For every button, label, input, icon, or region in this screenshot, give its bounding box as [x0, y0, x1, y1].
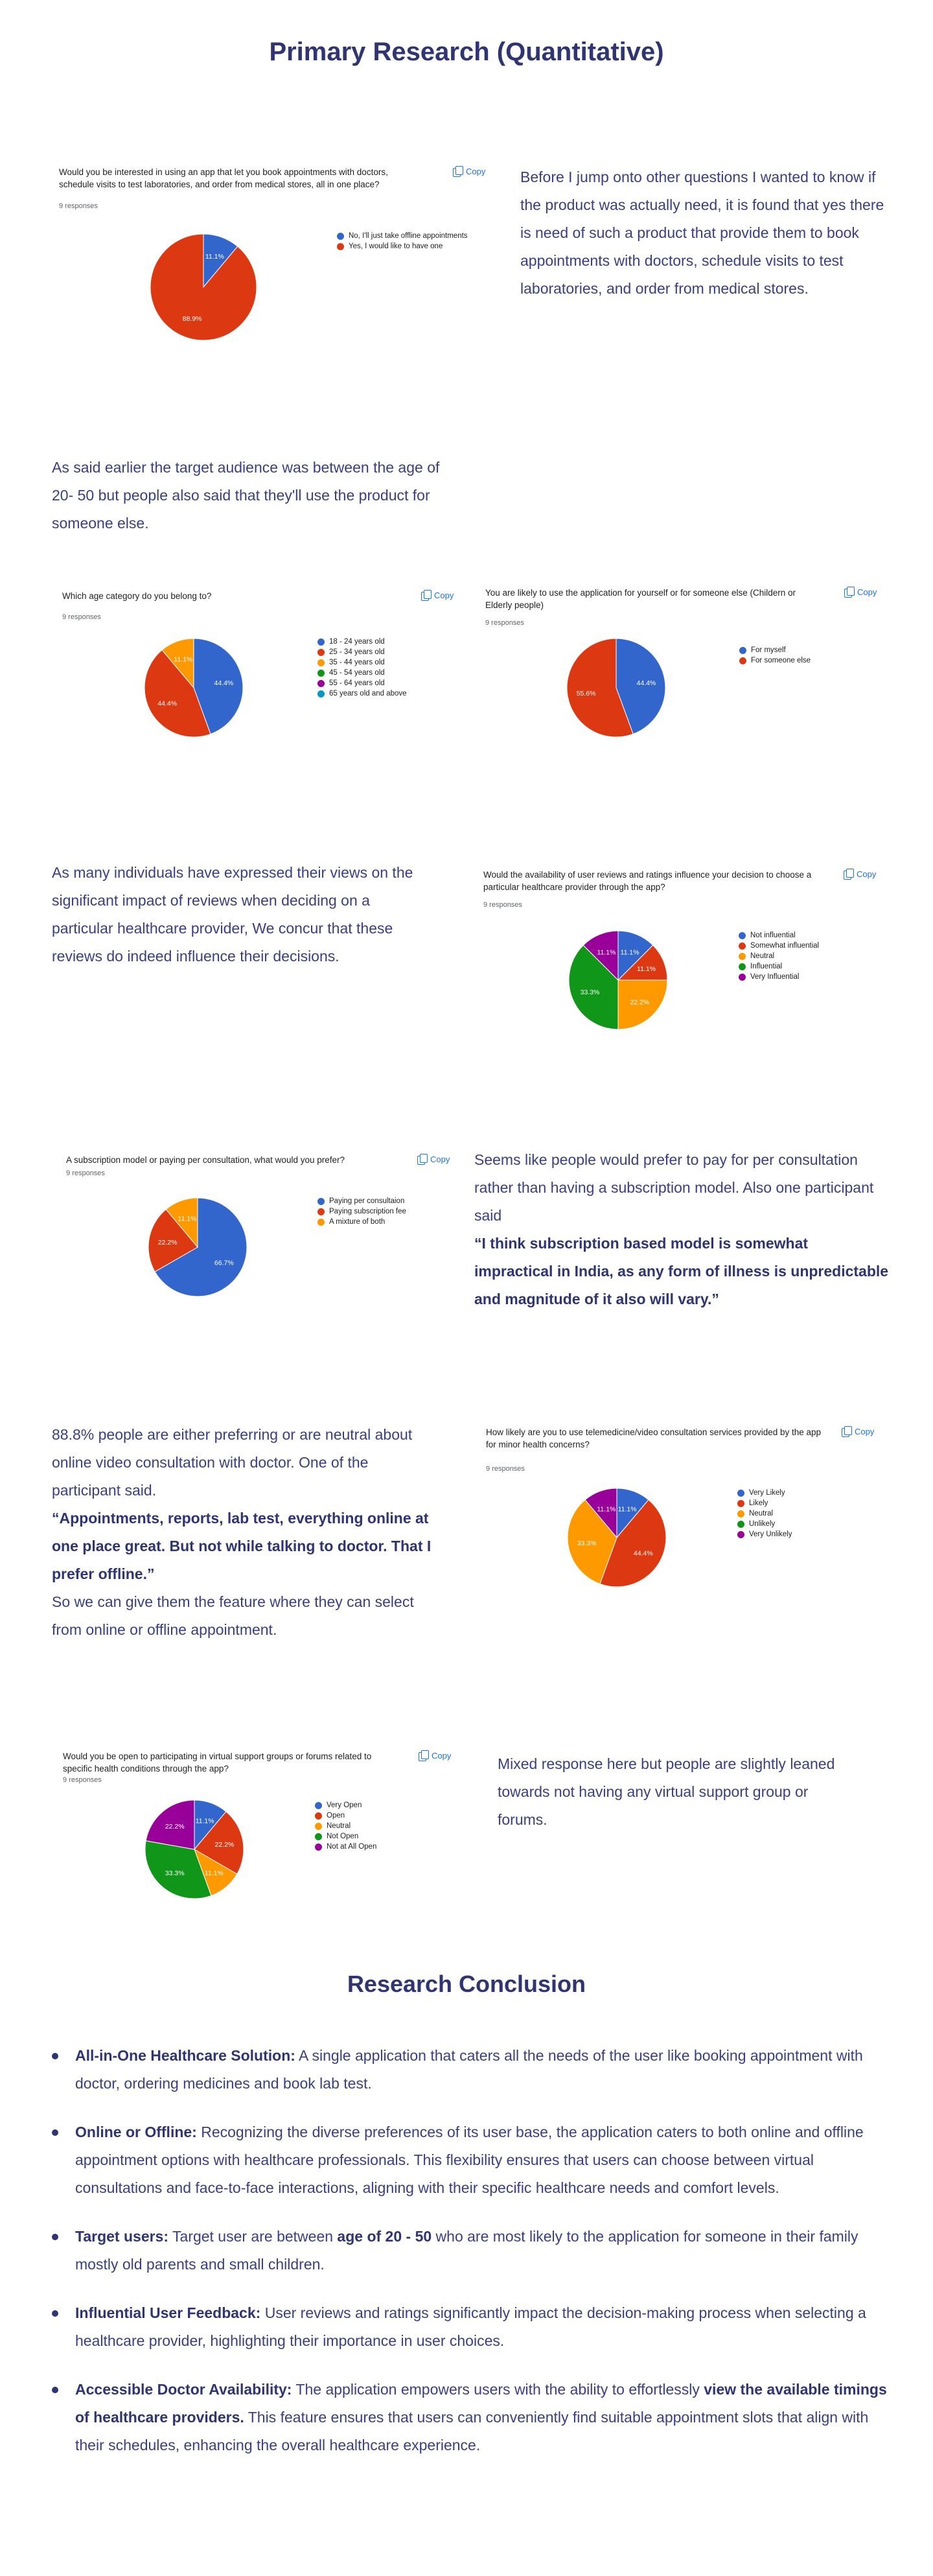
copy-button[interactable] [421, 590, 454, 600]
copy-icon [417, 1154, 426, 1164]
question-text: How likely are you to use telemedicine/video consultation services provided by the app for minor health concerns? [486, 1427, 822, 1449]
legend-label: 45 - 54 years old [329, 669, 385, 677]
telemedicine-intro: 88.8% people are either preferring or are neutral about online video consultation with doctor. One of the participant said. [52, 1426, 413, 1499]
pie-chart [568, 1488, 666, 1587]
subscription-quote: “I think subscription based model is somewhat impractical in India, as any form of illness is unpredictable and magnitude of it also will vary.” [474, 1235, 889, 1307]
pie-data-label: 44.4% [636, 679, 656, 687]
pie-data-label: 33.3% [165, 1869, 185, 1878]
conclusion-text: This feature ensures that users can conveniently find suitable appointment slots that align with their schedules, enhancing the overall healthcare experience. [75, 2409, 869, 2453]
pie-data-label: 44.4% [214, 679, 234, 687]
conclusion-text: Target user are between [168, 2228, 338, 2245]
pie-chart [144, 638, 243, 737]
form-card-support-groups [52, 1750, 467, 1919]
legend-label: For myself [751, 646, 786, 654]
legend-label: 25 - 34 years old [329, 648, 385, 656]
legend-swatch [317, 1219, 325, 1226]
legend-swatch [315, 1802, 322, 1809]
pie-data-label: 11.1% [204, 1869, 224, 1878]
legend-item [317, 1196, 406, 1206]
copy-label: Copy [857, 869, 877, 879]
legend-item [317, 1206, 406, 1217]
legend-label: Paying per consultaion [329, 1197, 405, 1205]
page-title: Primary Research (Quantitative) [269, 38, 664, 66]
legend-swatch [739, 974, 746, 981]
legend-label: Very Open [327, 1801, 362, 1809]
legend-swatch [317, 659, 325, 666]
legend-swatch [317, 1208, 325, 1215]
pie-slice [150, 234, 257, 340]
chart-legend [337, 231, 468, 252]
pie-data-label: 33.3% [580, 989, 600, 997]
legend-swatch [317, 1198, 325, 1205]
question-text: Would the availability of user reviews and ratings influence your decision to choose a particular healthcare provider through the app? [483, 870, 812, 892]
pie-data-label: 11.1% [178, 1215, 197, 1223]
legend-label: Neutral [749, 1510, 774, 1517]
form-card-interest [49, 166, 502, 354]
copy-icon [419, 1750, 428, 1761]
conclusion-heading: Target users: [75, 2228, 169, 2245]
pie-data-label: 11.1% [637, 965, 656, 973]
legend-label: Not influential [750, 931, 796, 939]
form-card-telemedicine [476, 1426, 890, 1595]
copy-button[interactable] [417, 1154, 450, 1164]
conclusion-list [52, 2042, 888, 2480]
response-count: 9 responses [486, 1465, 525, 1473]
text-block-interest: Before I jump onto other questions I wanted to know if the product was actually need, it is found that yes there is need of such a product that provide them to book appointments with doctors, schedule visits to test laboratories, and order from medical stores. [520, 169, 884, 297]
legend-item [739, 951, 819, 961]
conclusion-highlight: age of 20 - 50 [337, 2228, 432, 2245]
legend-label: Very Likely [749, 1489, 785, 1497]
legend-item [317, 688, 407, 699]
legend-item [737, 1488, 792, 1498]
legend-swatch [739, 932, 746, 939]
copy-button[interactable] [453, 166, 485, 176]
response-count: 9 responses [63, 1776, 102, 1784]
legend-label: Not at All Open [327, 1843, 377, 1851]
pie-data-label: 11.1% [620, 948, 639, 957]
conclusion-text: who are most likely to the application for someone in their family mostly old parents and small children. [75, 2228, 858, 2273]
copy-icon [453, 166, 462, 176]
legend-item [317, 657, 407, 668]
response-count: 9 responses [62, 613, 101, 621]
chart-legend [317, 637, 407, 699]
chart-legend [315, 1800, 376, 1852]
copy-label: Copy [466, 166, 486, 176]
pie-data-label: 88.9% [182, 314, 202, 323]
copy-icon [421, 590, 430, 600]
copy-icon [844, 587, 853, 597]
legend-swatch [337, 243, 344, 250]
legend-label: For someone else [751, 657, 811, 664]
legend-label: Open [327, 1812, 345, 1820]
telemedicine-outro: So we can give them the feature where they can select from online or offline appointment. [52, 1593, 414, 1638]
conclusion-heading: Accessible Doctor Availability: [75, 2381, 292, 2398]
legend-swatch [739, 943, 746, 950]
legend-item [737, 1508, 792, 1519]
legend-swatch [739, 657, 746, 664]
legend-label: 55 - 64 years old [329, 679, 385, 687]
legend-item [315, 1831, 376, 1842]
copy-label: Copy [432, 1750, 452, 1761]
legend-swatch [315, 1844, 322, 1851]
legend-item [317, 1217, 406, 1227]
copy-icon [842, 1426, 851, 1436]
legend-label: 65 years old and above [329, 690, 407, 697]
legend-swatch [315, 1812, 322, 1820]
legend-swatch [317, 690, 325, 697]
pie-data-label: 11.1% [617, 1505, 637, 1514]
copy-button[interactable] [844, 587, 877, 597]
legend-item [739, 655, 811, 666]
legend-label: Very Influential [750, 973, 800, 981]
legend-swatch [315, 1833, 322, 1840]
pie-chart [148, 1198, 247, 1296]
conclusion-heading: All-in-One Healthcare Solution: [75, 2047, 295, 2064]
chart-legend [317, 1196, 406, 1227]
question-text: Would you be interested in using an app that let you book appointments with doctors, schedule visits to test laboratories, and order from medical stores, all in one place? [59, 167, 388, 189]
copy-label: Copy [434, 590, 454, 600]
conclusion-item-feedback [52, 2299, 888, 2355]
legend-item [739, 645, 811, 655]
conclusion-item-online-offline [52, 2118, 888, 2202]
copy-button[interactable] [419, 1750, 451, 1761]
copy-button[interactable] [842, 1426, 874, 1436]
form-card-reviews [473, 869, 888, 1037]
text-block-audience: As said earlier the target audience was between the age of 20- 50 but people also said that they'll use the product for someone else. [52, 459, 440, 532]
legend-swatch [737, 1500, 744, 1507]
legend-label: Neutral [327, 1822, 351, 1830]
question-text: Would you be open to participating in virtual support groups or forums related to specific health conditions through the app? [63, 1751, 372, 1774]
legend-item [317, 668, 407, 678]
text-block-telemedicine [52, 1421, 441, 1644]
form-card-user-type [475, 587, 890, 742]
question-text: A subscription model or paying per consultation, what would you prefer? [66, 1155, 345, 1165]
pie-data-label: 11.1% [195, 1817, 214, 1825]
pie-data-label: 33.3% [577, 1540, 597, 1548]
copy-label: Copy [855, 1426, 875, 1436]
legend-swatch [315, 1823, 322, 1830]
pie-data-label: 44.4% [633, 1549, 653, 1558]
pie-data-label: 55.6% [576, 690, 596, 698]
conclusion-text: Recognizing the diverse preferences of its user base, the application caters to both online and offline appointment options with healthcare professionals. This flexibility ensures that users can choose between virtual consultations and face-to-face interactions, aligning with their specific healthcare needs and comfort levels. [75, 2124, 864, 2196]
legend-item [315, 1810, 376, 1821]
pie-data-label: 22.2% [157, 1238, 178, 1247]
legend-label: Influential [750, 963, 783, 970]
legend-item [317, 678, 407, 688]
conclusion-heading: Online or Offline: [75, 2124, 197, 2140]
copy-label: Copy [857, 587, 877, 597]
subscription-intro: Seems like people would prefer to pay for per consultation rather than having a subscription model. Also one participant said [474, 1151, 874, 1224]
legend-item [737, 1529, 792, 1540]
legend-item [317, 637, 407, 647]
legend-swatch [317, 649, 325, 656]
pie-data-label: 22.2% [214, 1840, 235, 1849]
form-card-age [52, 590, 466, 745]
conclusion-text: The application empowers users with the ability to effortlessly [292, 2381, 704, 2398]
pie-data-label: 66.7% [214, 1259, 234, 1267]
chart-legend [739, 645, 811, 666]
pie-chart [150, 234, 257, 340]
response-count: 9 responses [483, 901, 522, 909]
legend-label: Somewhat influential [750, 942, 820, 950]
telemedicine-quote: “Appointments, reports, lab test, everything online at one place great. But not while talking to doctor. That I prefer offline.” [52, 1510, 432, 1582]
pie-chart [569, 931, 667, 1029]
legend-item [739, 972, 819, 982]
legend-label: 35 - 44 years old [329, 659, 385, 666]
conclusion-heading: Influential User Feedback: [75, 2304, 261, 2321]
legend-label: Very Unlikely [749, 1530, 792, 1538]
legend-label: No, I'll just take offline appointments [349, 232, 468, 240]
pie-data-label: 11.1% [597, 1505, 616, 1514]
pie-data-label: 11.1% [597, 948, 616, 957]
text-block-reviews: As many individuals have expressed their views on the significant impact of reviews when deciding on a particular healthcare provider, We concur that these reviews do indeed influence their decisions. [52, 864, 413, 965]
copy-button[interactable] [844, 869, 876, 879]
legend-item [739, 941, 819, 951]
legend-item [315, 1800, 376, 1810]
pie-data-label: 11.1% [205, 253, 224, 261]
pie-data-label: 22.2% [630, 998, 650, 1007]
legend-swatch [739, 647, 746, 654]
legend-item [739, 961, 819, 972]
response-count: 9 responses [59, 202, 98, 210]
pie-data-label: 22.2% [165, 1822, 185, 1831]
chart-legend [737, 1488, 792, 1540]
text-block-support-groups: Mixed response here but people are slightly leaned towards not having any virtual support group or forums. [498, 1755, 835, 1828]
legend-swatch [737, 1490, 744, 1497]
legend-item [737, 1519, 792, 1529]
conclusion-title: Research Conclusion [347, 1971, 586, 1997]
form-card-subscription [56, 1154, 470, 1309]
legend-item [337, 241, 468, 252]
legend-swatch [317, 680, 325, 687]
legend-label: Likely [749, 1499, 768, 1507]
legend-item [317, 647, 407, 657]
legend-label: Unlikely [749, 1520, 776, 1528]
legend-label: A mixture of both [329, 1218, 386, 1226]
pie-data-label: 44.4% [157, 699, 178, 708]
text-block-subscription [474, 1146, 889, 1313]
copy-label: Copy [430, 1154, 450, 1164]
response-count: 9 responses [485, 619, 524, 627]
legend-swatch [317, 638, 325, 646]
pie-chart [567, 638, 665, 737]
legend-swatch [317, 670, 325, 677]
conclusion-text: User reviews and ratings significantly impact the decision-making process when selecting a healthcare provider, highlighting their importance in user choices. [75, 2304, 866, 2349]
legend-swatch [737, 1510, 744, 1517]
legend-label: 18 - 24 years old [329, 638, 385, 646]
legend-label: Paying subscription fee [329, 1208, 406, 1215]
conclusion-item-all-in-one [52, 2042, 888, 2098]
legend-label: Yes, I would like to have one [349, 242, 443, 250]
legend-item [315, 1821, 376, 1831]
conclusion-item-target-users [52, 2223, 888, 2278]
legend-swatch [337, 233, 344, 240]
legend-item [337, 231, 468, 241]
legend-label: Not Open [327, 1832, 359, 1840]
legend-item [739, 930, 819, 941]
legend-swatch [737, 1521, 744, 1528]
conclusion-item-availability [52, 2376, 888, 2459]
copy-icon [844, 869, 853, 879]
chart-legend [739, 930, 819, 982]
conclusion-text: A single application that caters all the needs of the user like booking appointment with doctor, ordering medicines and book lab test. [75, 2047, 863, 2092]
conclusion-highlight: view the available timings of healthcare providers. [75, 2381, 887, 2426]
response-count: 9 responses [66, 1169, 105, 1177]
question-text: Which age category do you belong to? [62, 591, 212, 601]
legend-swatch [739, 953, 746, 960]
pie-chart [145, 1800, 244, 1899]
question-text: You are likely to use the application for yourself or for someone else (Childern or Elderly people) [485, 588, 796, 610]
legend-item [737, 1498, 792, 1508]
legend-item [315, 1842, 376, 1852]
legend-swatch [739, 963, 746, 970]
legend-swatch [737, 1531, 744, 1538]
pie-data-label: 11.1% [174, 655, 193, 664]
legend-label: Neutral [750, 952, 775, 960]
